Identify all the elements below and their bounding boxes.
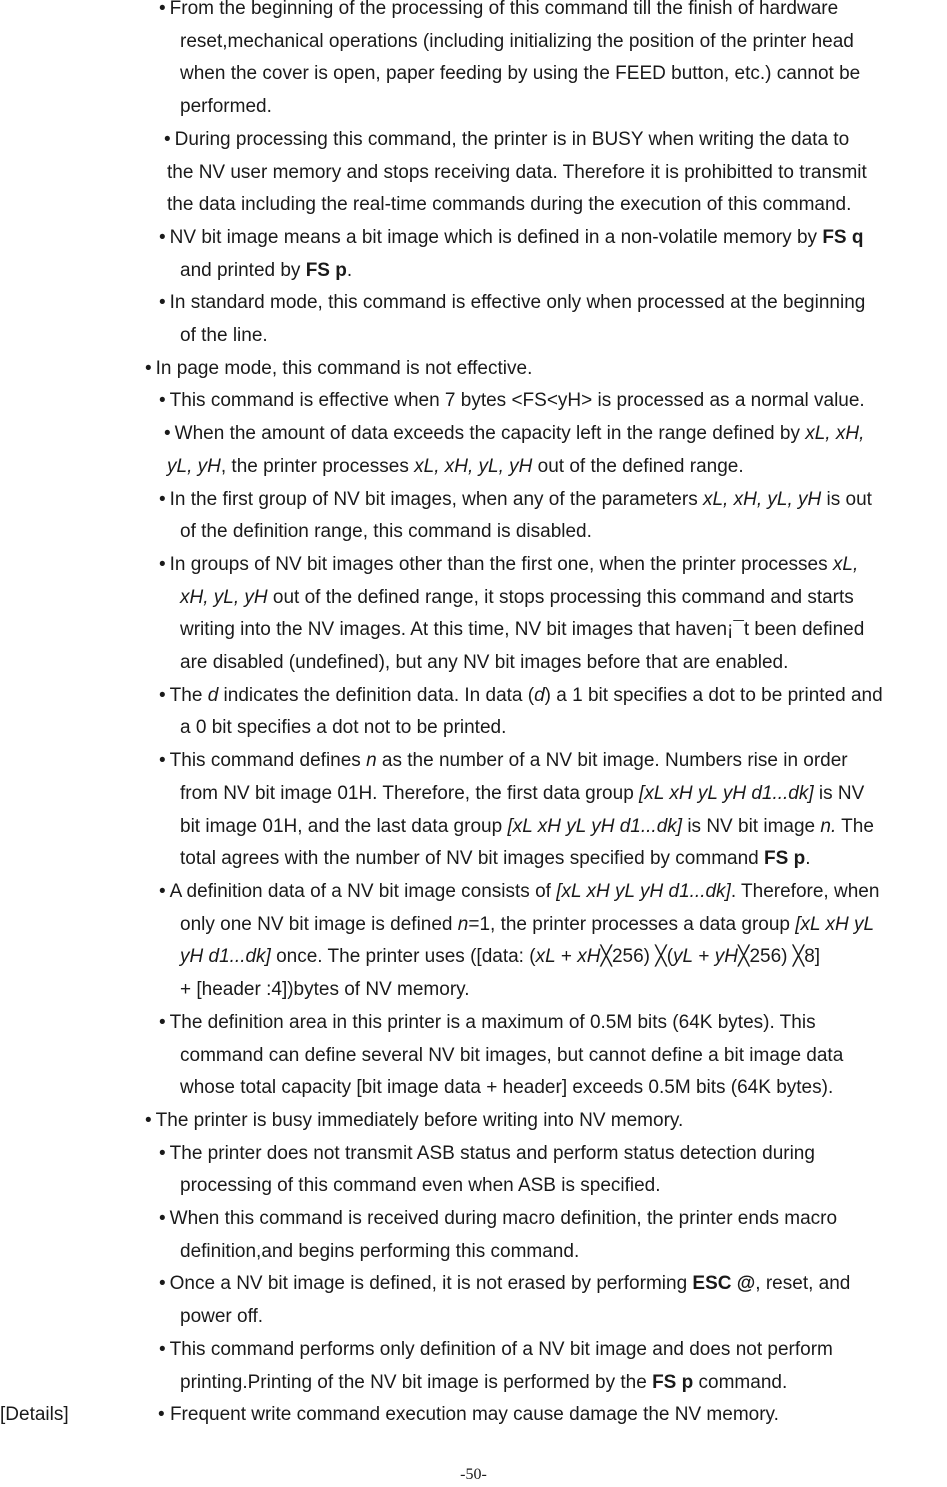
note-line [159, 778, 947, 811]
bullet: • [159, 1273, 166, 1295]
note-item [0, 745, 947, 876]
note-text: out of the defined range. [532, 455, 744, 477]
param-text: d [534, 684, 545, 706]
note-line: of the line. [180, 325, 268, 347]
param-text: yH [714, 946, 739, 968]
note-text: is NV [813, 782, 865, 804]
note-text: ) a 1 bit specifies a dot to be printed and [544, 684, 883, 706]
note-line [159, 941, 947, 974]
note-text: is out [821, 488, 872, 510]
note-line: power off. [180, 1306, 264, 1328]
note-line: In standard mode, this command is effective only when processed at the beginning [169, 292, 866, 314]
note-item [0, 222, 947, 287]
note-text: + [693, 946, 715, 968]
details-text: Frequent write command execution may cause damage the NV memory. [169, 1404, 779, 1426]
bullet: • [145, 1109, 152, 1131]
note-line: From the beginning of the processing of this command till the finish of hardware [169, 0, 839, 19]
param-text: n [457, 913, 469, 935]
note-text: NV bit image means a bit image which is defined in a non-volatile memory by [169, 226, 823, 248]
note-line: whose total capacity [bit image data + header] exceeds 0.5M bits (64K bytes). [180, 1077, 834, 1099]
note-text: once. The printer uses ([data: ( [270, 946, 536, 968]
param-text: xL, xH, yL, yH [414, 455, 533, 477]
bullet: • [159, 226, 166, 248]
bullet: • [159, 1338, 166, 1360]
note-text: + [555, 946, 578, 968]
note-item [0, 1268, 947, 1333]
command-name: FS q [822, 226, 864, 248]
note-line [164, 451, 947, 484]
note-text: and printed by [180, 259, 306, 281]
param-text: yL, yH [167, 455, 221, 477]
note-text: is NV bit image [682, 815, 821, 837]
param-text: xL, xH, [805, 423, 865, 445]
note-text: only one NV bit image is defined [180, 913, 458, 935]
note-line [159, 255, 947, 288]
bullet: • [159, 1011, 166, 1033]
note-text: , reset, and [755, 1273, 851, 1295]
note-item [0, 0, 947, 124]
note-text: from NV bit image 01H. Therefore, the first data group [180, 782, 640, 804]
bullet: • [145, 357, 152, 379]
param-text: yH d1...dk] [180, 946, 271, 968]
command-name: FS p [652, 1371, 694, 1393]
note-item [0, 1138, 947, 1203]
note-text: out of the defined range, it stops processing this command and starts [267, 586, 854, 608]
note-line [159, 811, 947, 844]
note-text: printing.Printing of the NV bit image is performed by the [180, 1371, 653, 1393]
note-line: reset,mechanical operations (including initializing the position of the printer head [180, 30, 854, 52]
note-text: ╳256) ╳8] [738, 946, 821, 968]
note-line: The printer does not transmit ASB status and perform status detection during [169, 1142, 815, 1164]
details-label: [Details] [0, 1404, 69, 1426]
note-line: the NV user memory and stops receiving data. Therefore it is prohibitted to transmit [167, 161, 867, 183]
note-text: In the first group of NV bit images, when any of the parameters [169, 488, 703, 510]
param-text: yL [673, 946, 694, 968]
bullet: • [164, 128, 171, 150]
bullet: • [159, 750, 166, 772]
note-line [159, 1367, 947, 1400]
command-name: FS p [764, 848, 806, 870]
note-line: definition,and begins performing this command. [180, 1240, 580, 1262]
note-item [0, 124, 947, 222]
note-item [0, 1007, 947, 1105]
note-line: In page mode, this command is not effective. [155, 357, 533, 379]
note-line [159, 909, 947, 942]
command-name: ESC @ [692, 1273, 756, 1295]
bullet: • [164, 423, 171, 445]
bullet: • [159, 488, 166, 510]
bullet: • [159, 0, 166, 19]
bullet: • [159, 390, 166, 412]
note-text: bit image 01H, and the last data group [180, 815, 508, 837]
param-text: xL, [832, 553, 859, 575]
note-item [0, 385, 947, 418]
note-text: The [836, 815, 874, 837]
note-line: performed. [180, 96, 272, 118]
note-text: indicates the definition data. In data ( [218, 684, 535, 706]
param-text: d [207, 684, 219, 706]
param-text: xH [577, 946, 601, 968]
param-text: xL [535, 946, 556, 968]
note-line [159, 582, 947, 615]
note-item [0, 1105, 947, 1138]
note-item [0, 1334, 947, 1399]
note-line: processing of this command even when ASB is specified. [180, 1175, 661, 1197]
note-text: . Therefore, when [730, 880, 880, 902]
param-text: [xL xH yL yH d1...dk] [556, 880, 731, 902]
param-text: n. [820, 815, 837, 837]
note-item [0, 680, 947, 745]
note-line: The printer is busy immediately before writing into NV memory. [155, 1109, 684, 1131]
param-text: xL, xH, yL, yH [702, 488, 822, 510]
details-row [0, 1399, 947, 1432]
bullet: • [159, 880, 166, 902]
note-text: . [346, 259, 353, 281]
note-line: When this command is received during macro definition, the printer ends macro [169, 1208, 838, 1230]
param-text: [xL xH yL yH d1...dk] [639, 782, 814, 804]
param-text: n [366, 750, 377, 772]
note-line: This command performs only definition of a NV bit image and does not perform [169, 1338, 833, 1360]
note-line: of the definition range, this command is disabled. [180, 521, 592, 543]
param-text: xH, yL, yH [180, 586, 268, 608]
note-line [159, 843, 947, 876]
bullet: • [159, 553, 166, 575]
note-text: This command defines [169, 750, 367, 772]
bullet: • [159, 1208, 166, 1230]
note-item [0, 484, 947, 549]
bullet: • [159, 1142, 166, 1164]
param-text: [xL xH yL yH d1...dk] [507, 815, 683, 837]
note-item [0, 549, 947, 680]
param-text: [xL xH yL [795, 913, 875, 935]
note-item [0, 876, 947, 1007]
note-item [0, 418, 947, 483]
note-text: The [169, 684, 208, 706]
bullet: • [158, 1404, 165, 1426]
note-item [0, 353, 947, 386]
note-text: , the printer processes [220, 455, 415, 477]
note-text: A definition data of a NV bit image consists of [169, 880, 557, 902]
note-line: This command is effective when 7 bytes <FS<yH> is processed as a normal value. [169, 390, 865, 412]
note-text: Once a NV bit image is defined, it is not erased by performing [169, 1273, 693, 1295]
note-text: . [805, 848, 811, 870]
bullet: • [159, 292, 166, 314]
note-line: The definition area in this printer is a maximum of 0.5M bits (64K bytes). This [169, 1011, 816, 1033]
note-item [0, 287, 947, 352]
note-text: as the number of a NV bit image. Numbers rise in order [376, 750, 848, 772]
note-text: =1, the printer processes a data group [468, 913, 796, 935]
note-line: + [header :4])bytes of NV memory. [180, 979, 470, 1001]
note-line: the data including the real-time commands during the execution of this command. [167, 194, 852, 216]
note-line: are disabled (undefined), but any NV bit images before that are enabled. [180, 652, 789, 674]
note-line: writing into the NV images. At this time, NV bit images that haven¡¯t been defined [180, 619, 865, 641]
command-name: FS p [305, 259, 347, 281]
note-line: a 0 bit specifies a dot not to be printed. [180, 717, 507, 739]
note-text: In groups of NV bit images other than the first one, when the printer processes [169, 553, 833, 575]
note-text: total agrees with the number of NV bit images specified by command [180, 848, 765, 870]
note-text: When the amount of data exceeds the capacity left in the range defined by [174, 423, 806, 445]
note-line: During processing this command, the printer is in BUSY when writing the data to [174, 128, 850, 150]
note-text: ╳256) ╳( [600, 946, 674, 968]
note-text: command. [693, 1371, 788, 1393]
note-line: command can define several NV bit images, but cannot define a bit image data [180, 1044, 844, 1066]
page-number: -50- [460, 1466, 487, 1483]
note-item [0, 1203, 947, 1268]
bullet: • [159, 684, 166, 706]
note-line: when the cover is open, paper feeding by using the FEED button, etc.) cannot be [180, 63, 861, 85]
